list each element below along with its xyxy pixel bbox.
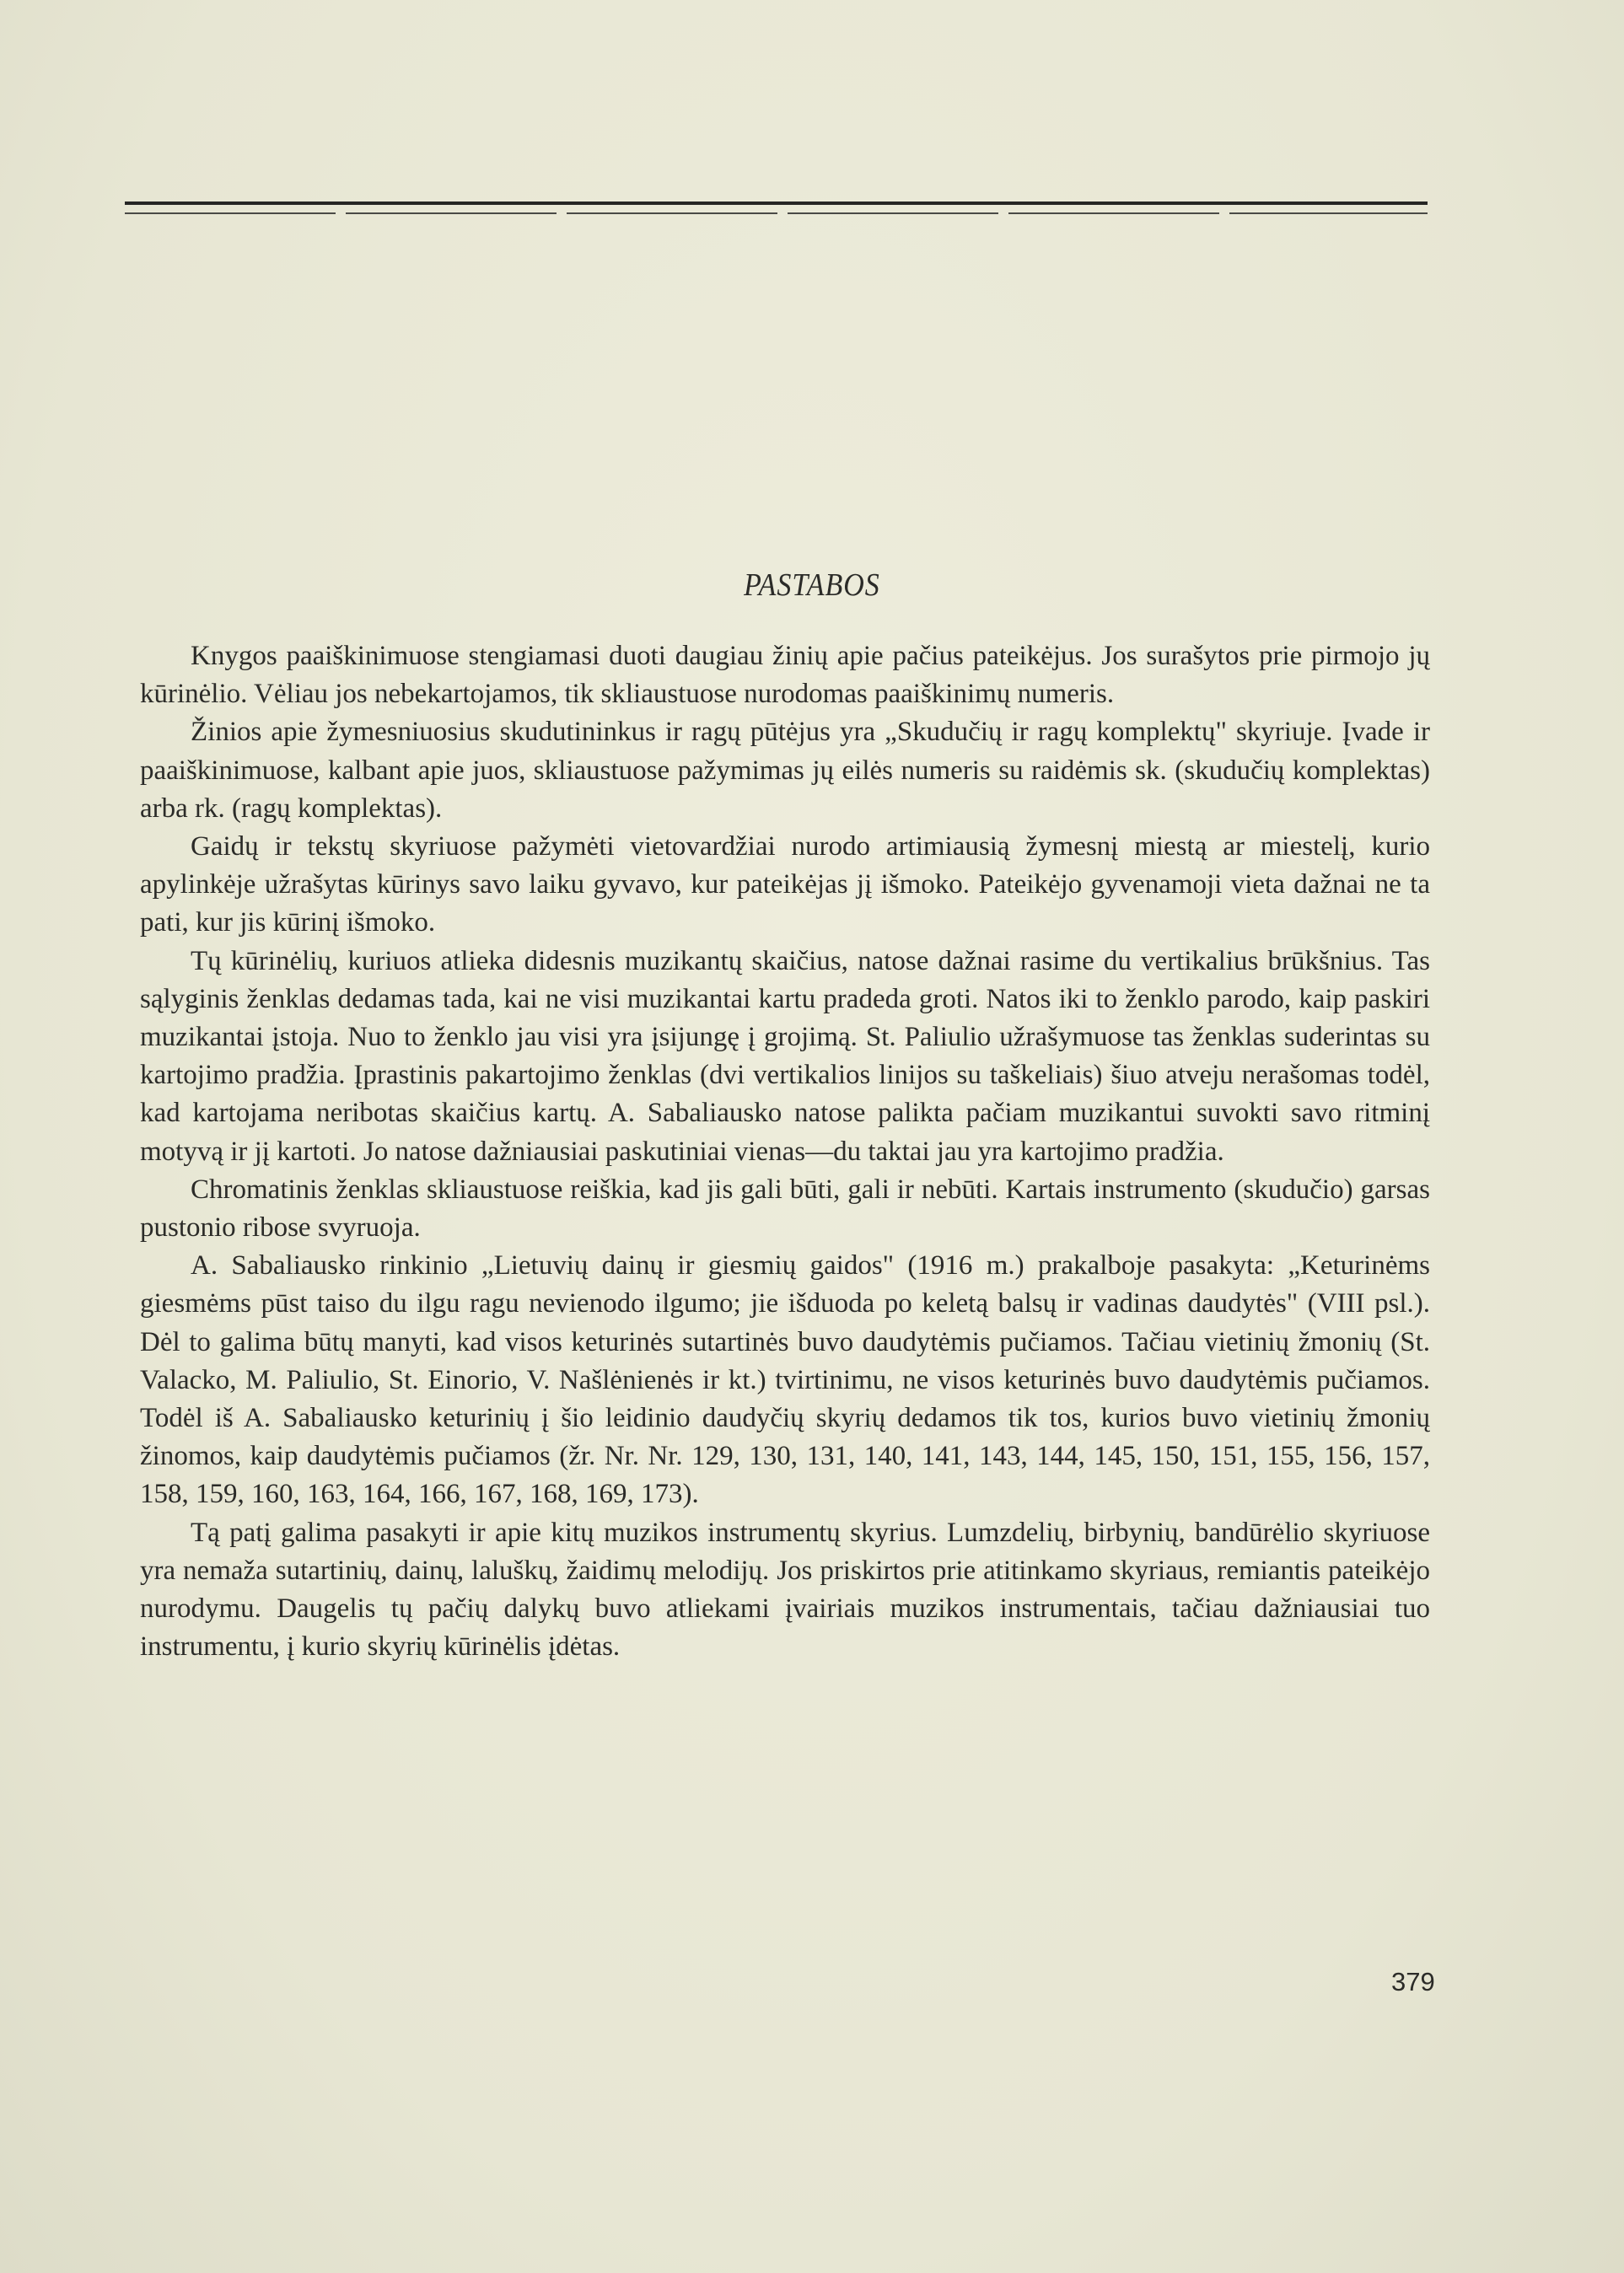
- header-rule-thin: [125, 212, 1428, 214]
- header-rule-thick: [125, 202, 1428, 205]
- paragraph: Gaidų ir tekstų skyriuose pažymėti vietovardžiai nurodo artimiausią žymesnį miestą ar miestelį, kurio apylinkėje užrašytas kūrinys savo laiku gyvavo, kur pateikėjas jį išmoko. Pateikėjo gyvenamoji vieta dažnai ne ta pati, kur jis kūrinį išmoko.: [140, 831, 1430, 938]
- paragraph: A. Sabaliausko rinkinio „Lietuvių dainų ir giesmių gaidos" (1916 m.) prakalboje pasakyta: „Keturinėms giesmėms pūst taiso du ilgu ragu nevienodo ilgumo; jie išduoda po keletą balsų ir vadinas daudytės" (VIII psl.). Dėl to galima būtų manyti, kad visos keturinės sutartinės buvo daudytėmis pučiamos. Tačiau vietinių žmonių (St. Valacko, M. Paliulio, St. Einorio, V. Našlėnienės ir kt.) tvirtinimu, ne visos keturinės buvo daudytėmis pučiamos. Todėl iš A. Sabaliausko keturinių į šio leidinio daudyčių skyrių dedamos tik tos, kurios buvo vietinių žmonių žinomos, kaip daudytėmis pučiamos (žr. Nr. Nr. 129, 130, 131, 140, 141, 143, 144, 145, 150, 151, 155, 156, 157, 158, 159, 160, 163, 164, 166, 167, 168, 169, 173).: [140, 1250, 1430, 1510]
- section-title: PASTABOS: [744, 567, 880, 604]
- paragraph: Žinios apie žymesniuosius skudutininkus ir ragų pūtėjus yra „Skudučių ir ragų komplektų" skyriuje. Įvade ir paaiškinimuose, kalbant apie juos, skliaustuose pažymimas jų eilės numeris su raidėmis sk. (skudučių komplektas) arba rk. (ragų komplektas).: [140, 717, 1430, 824]
- page-number: 379: [1391, 1967, 1435, 1996]
- paragraph: Knygos paaiškinimuose stengiamasi duoti daugiau žinių apie pačius pateikėjus. Jos surašytos prie pirmojo jų kūrinėlio. Vėliau jos nebekartojamos, tik skliaustuose nurodomas paaiškinimų numeris.: [140, 641, 1430, 710]
- paragraph: Tą patį galima pasakyti ir apie kitų muzikos instrumentų skyrius. Lumzdelių, birbynių, bandūrėlio skyriuose yra nemaža sutartinių, dainų, laluškų, žaidimų melodijų. Jos priskirtos prie atitinkamo skyriaus, remiantis pateikėjo nurodymu. Daugelis tų pačių dalykų buvo atliekami įvairiais muzikos instrumentais, tačiau dažniausiai tuo instrumentu, į kurio skyrių kūrinėlis įdėtas.: [140, 1517, 1430, 1663]
- paragraph: Chromatinis ženklas skliaustuose reiškia, kad jis gali būti, gali ir nebūti. Kartais instrumento (skudučio) garsas pustonio ribose svyruoja.: [140, 1174, 1430, 1244]
- body-text: [140, 637, 1430, 1666]
- paragraph: Tų kūrinėlių, kuriuos atlieka didesnis muzikantų skaičius, natose dažnai rasime du vertikalius brūkšnius. Tas sąlyginis ženklas dedamas tada, kai ne visi muzikantai kartu pradeda groti. Natos iki to ženklo parodo, kaip paskiri muzikantai įstoja. Nuo to ženklo jau visi yra įsijungę į grojimą. St. Paliulio užrašymuose tas ženklas suderintas su kartojimo pradžia. Įprastinis pakartojimo ženklas (dvi vertikalios linijos su taškeliais) šiuo atveju nerašomas todėl, kad kartojama neribotas skaičius kartų. A. Sabaliausko natose palikta pačiam muzikantui suvokti savo ritminį motyvą ir jį kartoti. Jo natose dažniausiai paskutiniai vienas—du taktai jau yra kartojimo pradžia.: [140, 945, 1430, 1167]
